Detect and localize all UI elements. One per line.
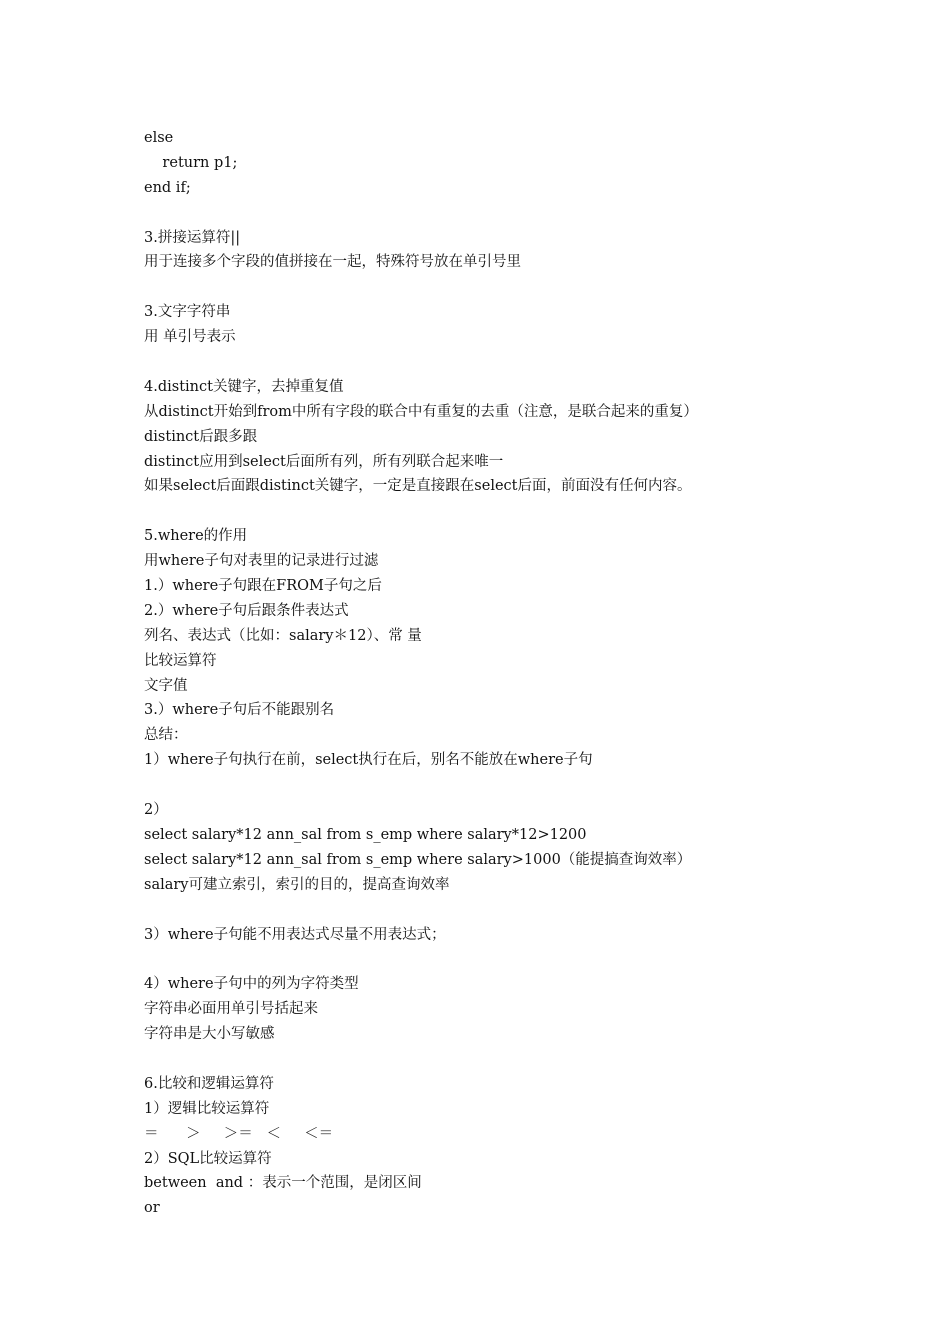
text-line: 1.）where子句跟在FROM子句之后	[144, 578, 382, 595]
section-heading: 3.拼接运算符||	[144, 229, 241, 246]
code-line: select salary*12 ann_sal from s_emp where salary>1000（能提搞查询效率）	[144, 851, 692, 868]
text-line: 比较运算符	[144, 652, 217, 669]
text-line: 列名、表达式（比如：salary＊12）、常 量	[144, 627, 422, 644]
text-line: else	[144, 130, 174, 146]
section-heading: 4.distinct关键字，去掉重复值	[144, 378, 344, 395]
text-line: or	[144, 1200, 160, 1217]
operator-line: ＝ ＞ ＞＝ ＜ ＜＝	[144, 1125, 334, 1142]
section-heading: 5.where的作用	[144, 528, 248, 545]
text-line: 3.）where子句后不能跟别名	[144, 702, 335, 719]
blank-line	[144, 499, 864, 524]
text-line: 如果select后面跟distinct关键字，一定是直接跟在select后面，前面没有任何内容。	[144, 478, 692, 495]
text-line: 2.）where子句后跟条件表达式	[144, 602, 349, 619]
document-page	[144, 126, 864, 1221]
text-line: 4）where子句中的列为字符类型	[144, 976, 359, 993]
text-line: distinct应用到select后面所有列，所有列联合起来唯一	[144, 453, 504, 470]
blank-line	[144, 898, 864, 923]
blank-line	[144, 350, 864, 375]
text-line: end if;	[144, 179, 191, 196]
text-line: 用于连接多个字段的值拼接在一起，特殊符号放在单引号里	[144, 254, 521, 271]
blank-line	[144, 1047, 864, 1072]
text-line: between and ：表示一个范围，是闭区间	[144, 1175, 422, 1192]
text-line: 3）where子句能不用表达式尽量不用表达式；	[144, 926, 446, 943]
section-heading: 3.文字字符串	[144, 304, 231, 321]
text-line: 字符串必面用单引号括起来	[144, 1001, 318, 1018]
text-line: 2）SQL比较运算符	[144, 1150, 272, 1167]
code-line: select salary*12 ann_sal from s_emp where salary*12>1200	[144, 826, 587, 843]
text-line: salary可建立索引，索引的目的，提高查询效率	[144, 876, 450, 893]
blank-line	[144, 275, 864, 300]
text-line: 文字值	[144, 677, 188, 694]
text-line: distinct后跟多跟	[144, 428, 258, 445]
text-line: 1）where子句执行在前，select执行在后，别名不能放在where子句	[144, 752, 593, 769]
text-line: 用where子句对表里的记录进行过滤	[144, 553, 379, 570]
section-heading: 6.比较和逻辑运算符	[144, 1075, 274, 1092]
text-line: 用 单引号表示	[144, 329, 236, 346]
text-line: 1）逻辑比较运算符	[144, 1100, 270, 1117]
text-line: 2）	[144, 802, 168, 819]
text-line: 从distinct开始到from中所有字段的联合中有重复的去重（注意，是联合起来的重复）	[144, 403, 698, 420]
text-line: return p1;	[144, 154, 238, 171]
text-line: 总结：	[144, 727, 188, 744]
blank-line	[144, 773, 864, 798]
text-line: 字符串是大小写敏感	[144, 1026, 275, 1043]
blank-line	[144, 201, 864, 226]
blank-line	[144, 947, 864, 972]
